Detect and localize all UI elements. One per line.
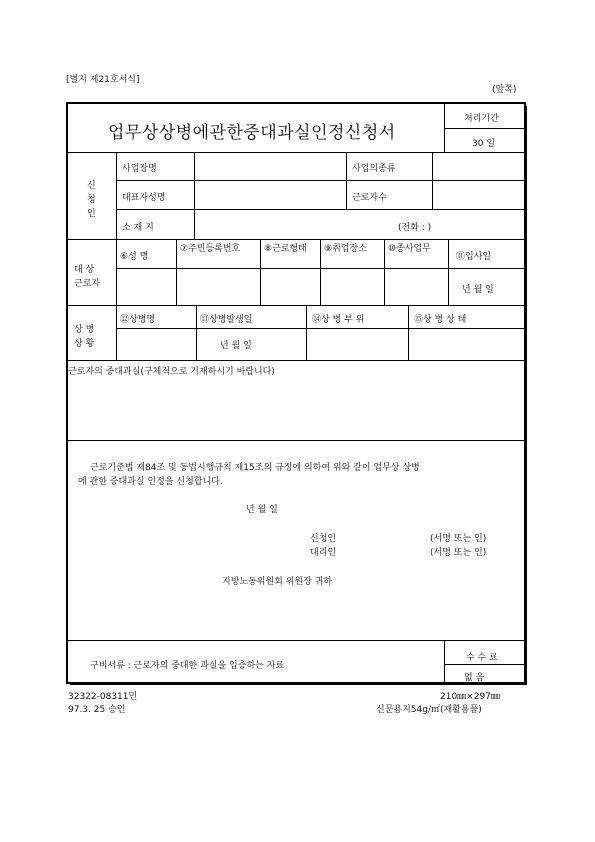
injury-date-value: 년 월 일 xyxy=(220,341,252,351)
page-side-label: (앞쪽) xyxy=(492,85,517,95)
form-title: 업무상상병에관한중대과실인정신청서 xyxy=(108,123,396,143)
phone-label: (전화 : ) xyxy=(398,223,432,233)
worker-name-label: ⑥성 명 xyxy=(120,252,149,262)
declaration-line-2: 에 관한 중대과실 인정을 신청합니다. xyxy=(78,477,223,487)
worker-section-label-2: 근로자 xyxy=(74,279,101,289)
workplace-label: ⑨취업장소 xyxy=(324,244,367,254)
worker-count-label: 근로자수 xyxy=(352,193,387,203)
representative-label: 대표자성명 xyxy=(122,193,166,203)
form-number: [별지 제21호서식] xyxy=(66,75,140,85)
approval-date: 97.3. 25 승인 xyxy=(68,705,126,715)
business-type-label: 사업의종류 xyxy=(352,164,396,174)
applicant-signature-note: (서명 또는 인) xyxy=(430,534,487,544)
duty-label: ⑩종사업무 xyxy=(388,244,431,254)
worker-id-label: ⑦주민등록번호 xyxy=(180,244,241,254)
fee-value: 없 음 xyxy=(464,673,485,683)
injury-date-label: ⑬상병발생일 xyxy=(200,315,253,325)
declaration-date: 년 월 일 xyxy=(246,505,278,515)
address-label: 소 재 지 xyxy=(122,223,154,233)
applicant-section-label-3: 인 xyxy=(87,209,96,219)
injury-section-label-1: 상 병 xyxy=(74,325,95,335)
injury-part-label: ⑭상 병 부 위 xyxy=(312,315,365,325)
processing-period-value: 30 일 xyxy=(472,139,496,149)
injury-name-label: ⑫상병명 xyxy=(120,315,156,325)
recipient: 지방노동위원회 위원장 귀하 xyxy=(222,577,333,587)
form-code: 32322-08311민 xyxy=(68,692,138,702)
agent-signature-note: (서명 또는 인) xyxy=(430,548,487,558)
paper-size: 210㎜×297㎜ xyxy=(440,692,500,702)
processing-period-label: 처리기간 xyxy=(464,114,499,124)
paper-type: 신문용지54g/㎡(재활용품) xyxy=(376,705,482,715)
hire-date-value: 년 월 일 xyxy=(462,285,494,295)
injury-section-label-2: 상 황 xyxy=(74,339,95,349)
negligence-label: 근로자의 중대과실(구체적으로 기재하시기 바랍니다) xyxy=(68,367,275,377)
declaration-line-1: 근로기준법 제84조 및 동법시행규칙 제15조의 규정에 의하여 위와 같이 업무상 상병 xyxy=(90,463,420,473)
injury-state-label: ⑮상 병 상 태 xyxy=(414,315,467,325)
employment-type-label: ⑧근로형태 xyxy=(264,244,307,254)
applicant-sign-label: 신청인 xyxy=(310,534,337,544)
company-name-label: 사업장명 xyxy=(122,164,157,174)
worker-section-label-1: 대 상 xyxy=(74,265,95,275)
applicant-section-label-1: 신 xyxy=(87,181,96,191)
fee-label: 수 수 료 xyxy=(466,653,498,663)
applicant-section-label-2: 청 xyxy=(87,195,96,205)
attachments-label: 구비서류 : 근로자의 중대한 과실을 입증하는 자료 xyxy=(90,661,285,671)
hire-date-label: ⑪입사일 xyxy=(456,252,492,262)
agent-sign-label: 대리인 xyxy=(310,548,337,558)
